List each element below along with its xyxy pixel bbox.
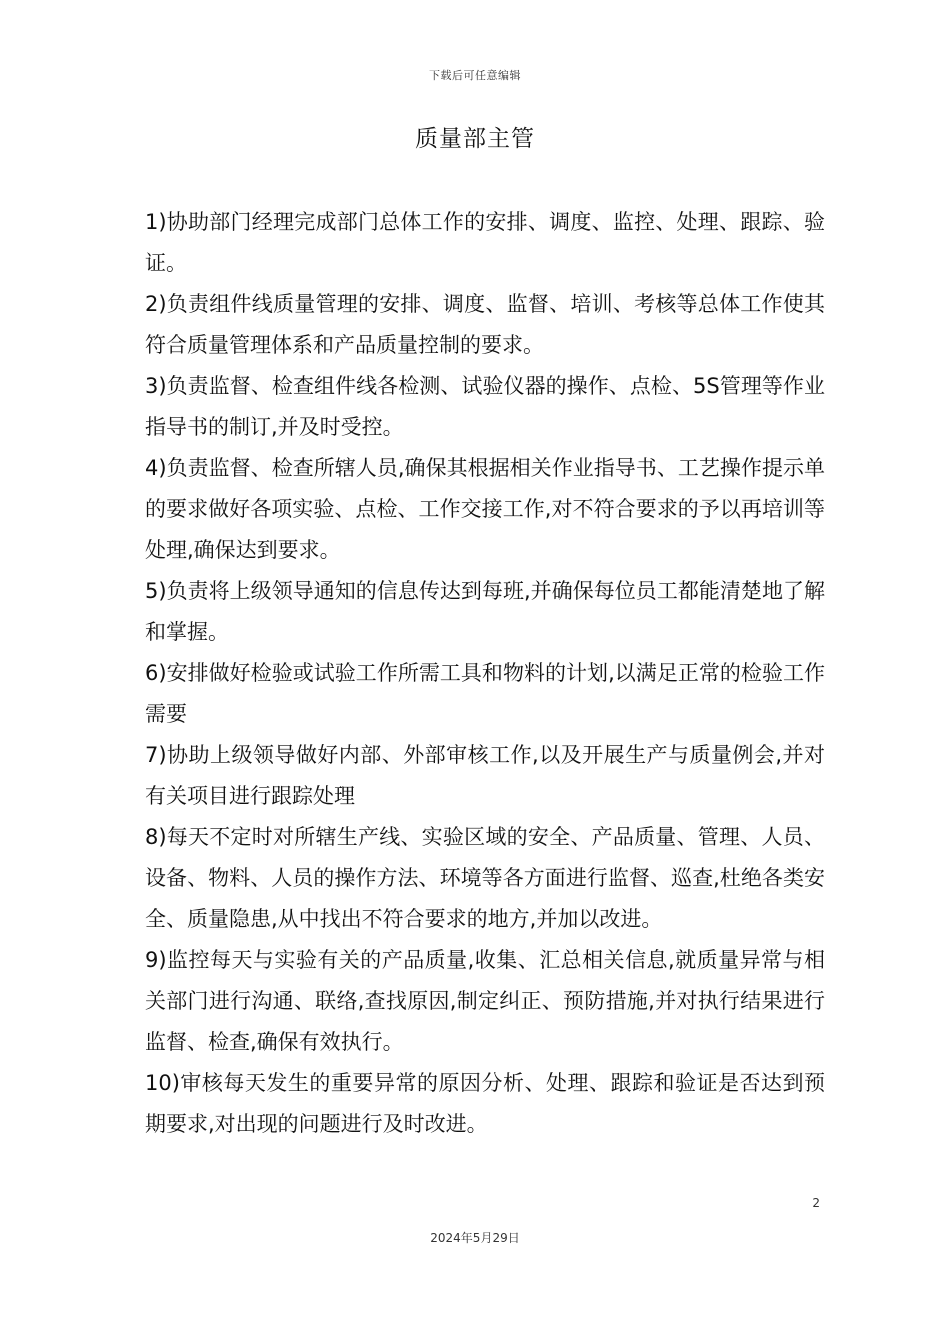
document-body	[145, 202, 825, 1145]
page-number: 2	[812, 1196, 820, 1210]
duty-item-5: 5)负责将上级领导通知的信息传达到每班,并确保每位员工都能清楚地了解和掌握。	[145, 579, 825, 644]
duty-item-2: 2)负责组件线质量管理的安排、调度、监督、培训、考核等总体工作使其符合质量管理体系和产品质量控制的要求。	[145, 292, 825, 357]
page-title: 质量部主管	[415, 126, 535, 152]
duty-item-8: 8)每天不定时对所辖生产线、实验区域的安全、产品质量、管理、人员、设备、物料、人员的操作方法、环境等各方面进行监督、巡查,杜绝各类安全、质量隐患,从中找出不符合要求的地方,并加以改进。	[145, 825, 825, 931]
duty-item-4: 4)负责监督、检查所辖人员,确保其根据相关作业指导书、工艺操作提示单的要求做好各项实验、点检、工作交接工作,对不符合要求的予以再培训等处理,确保达到要求。	[145, 456, 825, 562]
footer-date: 2024年5月29日	[430, 1231, 520, 1245]
duty-item-9: 9)监控每天与实验有关的产品质量,收集、汇总相关信息,就质量异常与相关部门进行沟通、联络,查找原因,制定纠正、预防措施,并对执行结果进行监督、检查,确保有效执行。	[145, 948, 825, 1054]
header-note: 下载后可任意编辑	[429, 69, 521, 82]
duty-item-1: 1)协助部门经理完成部门总体工作的安排、调度、监控、处理、跟踪、验证。	[145, 210, 825, 275]
duty-item-7: 7)协助上级领导做好内部、外部审核工作,以及开展生产与质量例会,并对有关项目进行跟踪处理	[145, 743, 825, 808]
duty-item-3: 3)负责监督、检查组件线各检测、试验仪器的操作、点检、5S管理等作业指导书的制订,并及时受控。	[145, 374, 825, 439]
duty-item-6: 6)安排做好检验或试验工作所需工具和物料的计划,以满足正常的检验工作需要	[145, 661, 825, 726]
duty-item-10: 10)审核每天发生的重要异常的原因分析、处理、跟踪和验证是否达到预期要求,对出现的问题进行及时改进。	[145, 1071, 825, 1136]
